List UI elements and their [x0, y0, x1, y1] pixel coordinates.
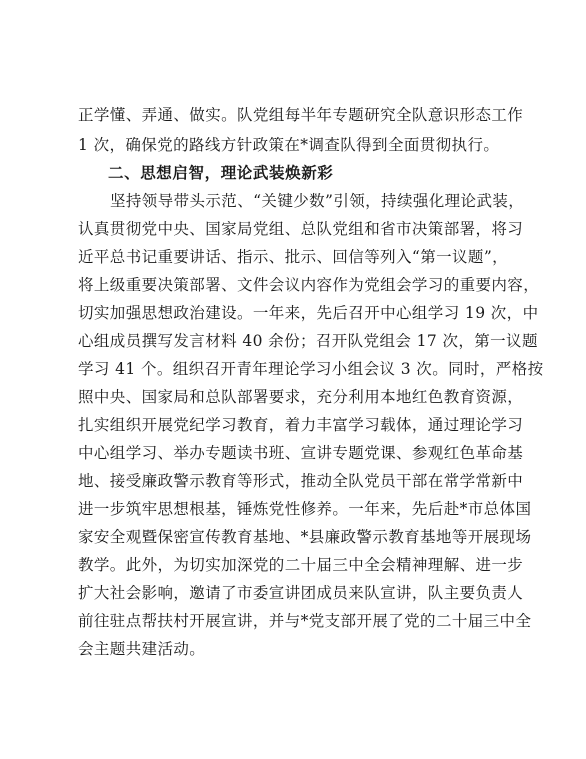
paragraph-line: 照中央、国家局和总队部署要求，充分利用本地红色教育资源，	[78, 388, 524, 406]
paragraph-line: 心组成员撰写发言材料 40 余份；召开队党组会 17 次，第一议题	[78, 332, 538, 350]
paragraph-line: 切实加强思想政治建设。一年来，先后召开中心组学习 19 次，中	[78, 304, 539, 322]
paragraph-line: 扎实组织开展党纪学习教育，着力丰富学习载体，通过理论学习	[78, 416, 524, 434]
paragraph-line: 坚持领导带头示范、“关键少数”引领，持续强化理论武装，	[110, 192, 525, 210]
paragraph-line: 扩大社会影响，邀请了市委宣讲团成员来队宣讲，队主要负责人	[78, 584, 524, 602]
paragraph-line: 家安全观暨保密宣传教育基地、*县廉政警示教育基地等开展现场	[78, 528, 532, 546]
paragraph-line: 1 次，确保党的路线方针政策在*调查队得到全面贯彻执行。	[78, 136, 500, 154]
paragraph-line: 正学懂、弄通、做实。队党组每半年专题研究全队意识形态工作	[78, 106, 524, 124]
section-heading: 二、思想启智，理论武装焕新彩	[108, 164, 334, 182]
paragraph-line: 将上级重要决策部署、文件会议内容作为党组会学习的重要内容，	[78, 276, 540, 294]
paragraph-line: 学习 41 个。组织召开青年理论学习小组会议 3 次。同时，严格按	[78, 360, 544, 378]
paragraph-line: 认真贯彻党中央、国家局党组、总队党组和省市决策部署，将习	[78, 220, 524, 238]
paragraph-line: 教学。此外，为切实加深党的二十届三中全会精神理解、进一步	[78, 556, 524, 574]
paragraph-line: 近平总书记重要讲话、指示、批示、回信等列入“第一议题”，	[78, 248, 509, 266]
paragraph-line: 中心组学习、举办专题读书班、宣讲专题党课、参观红色革命基	[78, 444, 524, 462]
paragraph-line: 会主题共建活动。	[78, 640, 206, 658]
paragraph-line: 地、接受廉政警示教育等形式，推动全队党员干部在常学常新中	[78, 472, 524, 490]
paragraph-line: 前往驻点帮扶村开展宣讲，并与*党支部开展了党的二十届三中全	[78, 612, 532, 630]
paragraph-line: 进一步筑牢思想根基，锤炼党性修养。一年来，先后赴*市总体国	[78, 500, 532, 518]
